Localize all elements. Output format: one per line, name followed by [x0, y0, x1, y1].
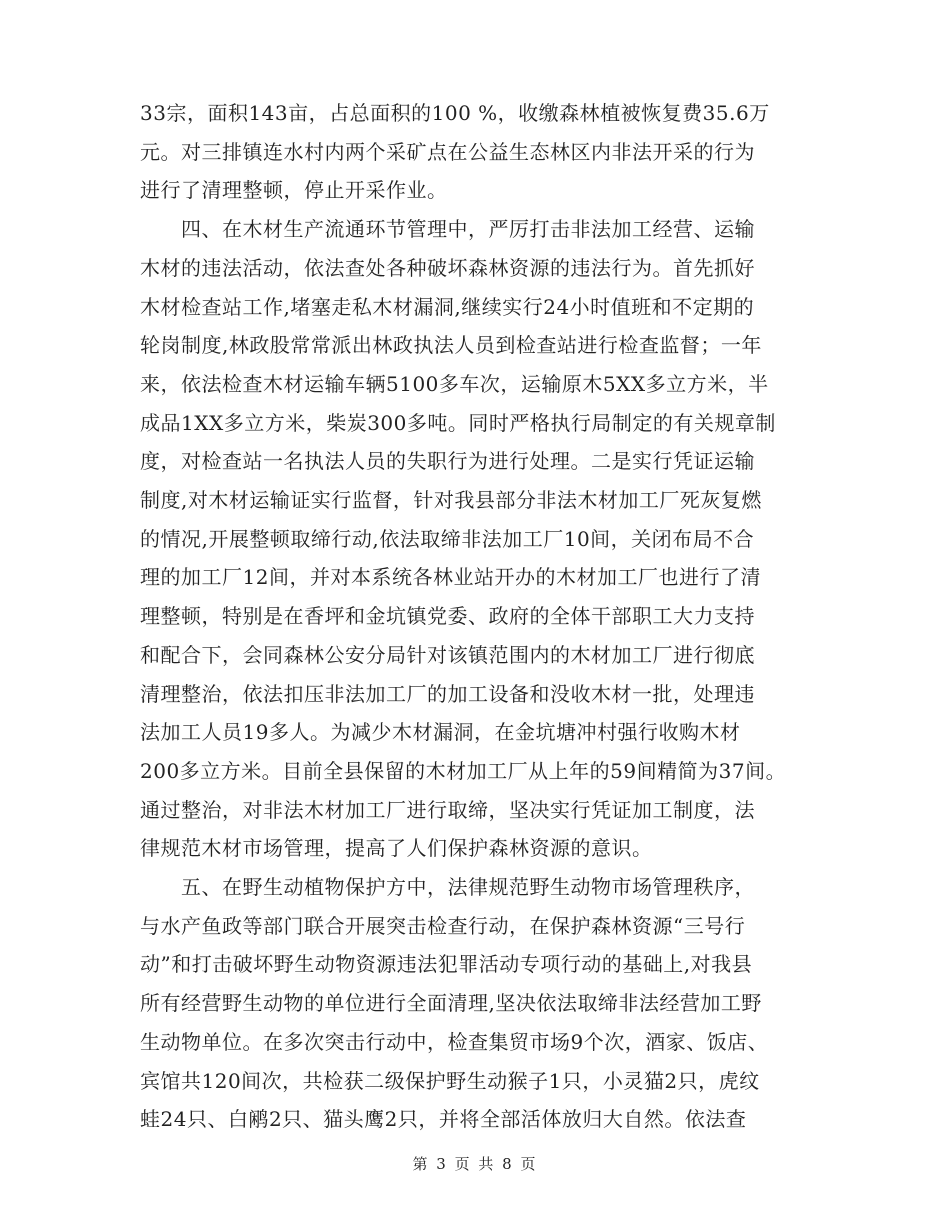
text-line: 理整顿，特别是在香坪和金坑镇党委、政府的全体干部职工大力支持 — [140, 604, 755, 629]
text-line: 木材检查站工作,堵塞走私木材漏洞,继续实行24小时值班和不定期的 — [140, 294, 755, 319]
text-line: 33宗，面积143亩，占总面积的100 %，收缴森林植被恢复费35.6万 — [140, 101, 770, 125]
text-line: 蛙24只、白鹇2只、猫头鹰2只，并将全部活体放归大自然。依法查 — [140, 1107, 747, 1132]
text-line: 所有经营野生动物的单位进行全面清理,坚决依法取缔非法经营加工野 — [140, 991, 762, 1016]
text-line: 动”和打击破坏野生动物资源违法犯罪活动专项行动的基础上,对我县 — [140, 952, 753, 977]
text-line: 法加工人员19多人。为减少木材漏洞，在金坑塘冲村强行收购木材 — [140, 720, 741, 745]
text-line: 律规范木材市场管理，提高了人们保护森林资源的意识。 — [140, 836, 653, 861]
text-line: 通过整治，对非法木材加工厂进行取缔，坚决实行凭证加工制度，法 — [140, 797, 755, 822]
text-line: 木材的违法活动，依法查处各种破坏森林资源的违法行为。首先抓好 — [140, 255, 755, 280]
text-line: 的情况,开展整顿取缔行动,依法取缔非法加工厂10间，关闭布局不合 — [140, 526, 755, 551]
text-line: 宾馆共120间次，共检获二级保护野生动猴子1只，小灵猫2只，虎纹 — [140, 1068, 760, 1093]
text-line: 元。对三排镇连水村内两个采矿点在公益生态林区内非法开采的行为 — [140, 139, 755, 164]
text-line: 成品1XX多立方米，柴炭300多吨。同时严格执行局制定的有关规章制 — [140, 410, 776, 435]
text-line: 进行了清理整顿，停止开采作业。 — [140, 178, 448, 203]
text-line: 和配合下，会同森林公安分局针对该镇范围内的木材加工厂进行彻底 — [140, 642, 755, 667]
text-line: 理的加工厂12间，并对本系统各林业站开办的木材加工厂也进行了清 — [140, 565, 761, 590]
text-line: 200多立方米。目前全县保留的木材加工厂从上年的59间精简为37间。 — [140, 758, 787, 783]
text-line: 清理整治，依法扣压非法加工厂的加工设备和没收木材一批，处理违 — [140, 681, 755, 706]
text-line: 来，依法检查木材运输车辆5100多车次，运输原木5XX多立方米，半 — [140, 371, 769, 396]
text-line: 与水产鱼政等部门联合开展突击检查行动，在保护森林资源“三号行 — [140, 913, 746, 938]
page-number: 第 3 页 共 8 页 — [412, 1155, 538, 1173]
text-line: 制度,对木材运输证实行监督，针对我县部分非法木材加工厂死灰复燃 — [140, 488, 762, 512]
text-line: 度，对检查站一名执法人员的失职行为进行处理。二是实行凭证运输 — [140, 449, 755, 474]
text-line: 四、在木材生产流通环节管理中，严厉打击非法加工经营、运输 — [140, 217, 755, 242]
text-line: 生动物单位。在多次突击行动中，检查集贸市场9个次，酒家、饭店、 — [140, 1029, 769, 1054]
text-line: 轮岗制度,林政股常常派出林政执法人员到检查站进行检查监督；一年 — [140, 333, 762, 358]
text-line: 五、在野生动植物保护方中，法律规范野生动物市场管理秩序， — [140, 875, 755, 899]
